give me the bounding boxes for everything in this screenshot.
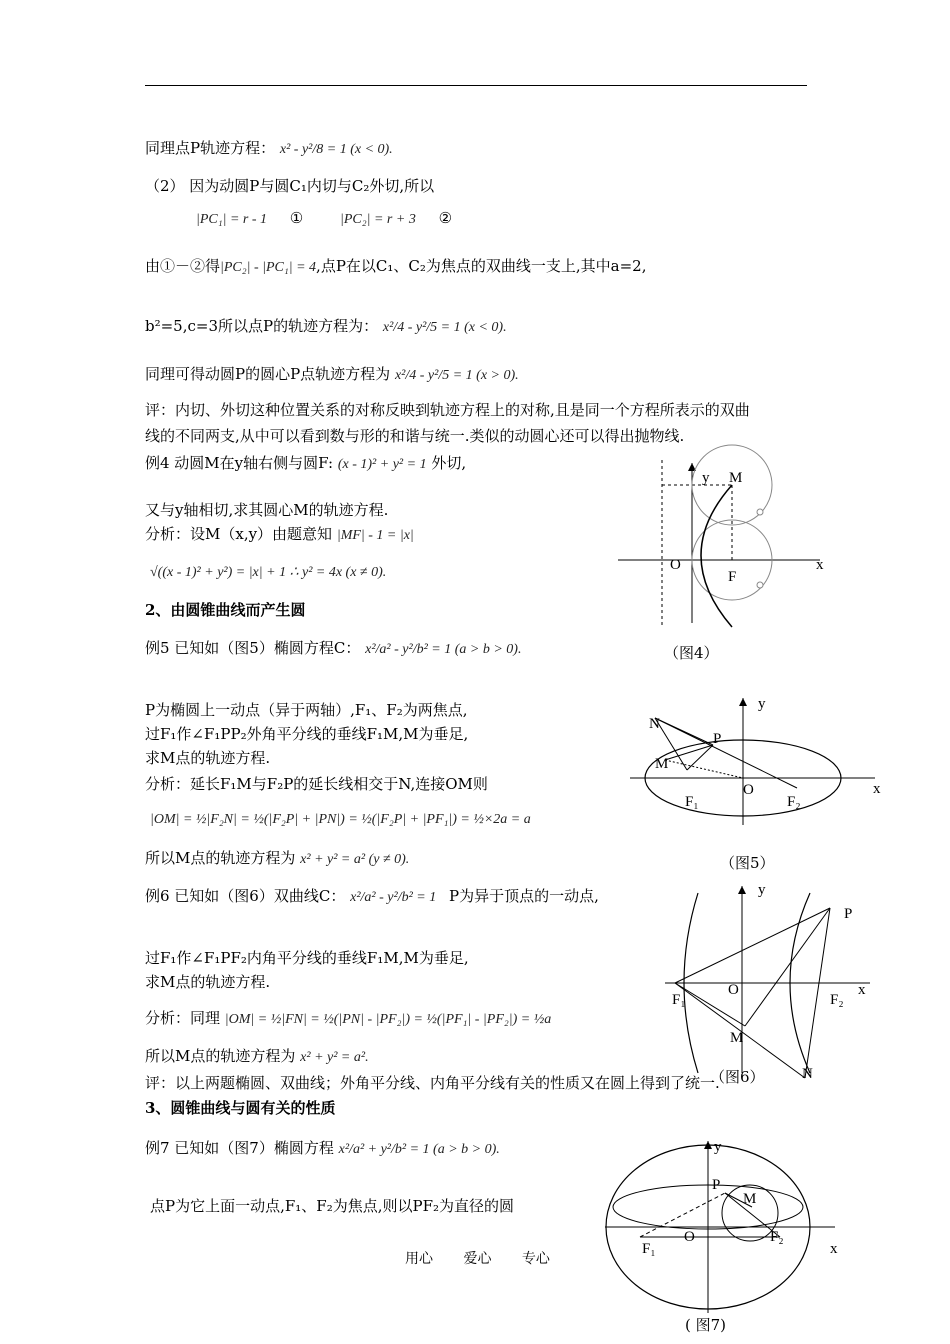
line-text: P为异于顶点的一动点,	[449, 887, 599, 905]
text-line	[145, 1046, 369, 1068]
page-footer	[405, 1248, 576, 1268]
text-line	[145, 316, 507, 338]
text-line: 评：以上两题椭圆、双曲线；外角平分线、内角平分线有关的性质又在圆上得到了统一.	[145, 1074, 720, 1092]
text-line: 求M点的轨迹方程.	[145, 749, 271, 767]
fig6-label-o: O	[728, 982, 739, 998]
fig4-label-f: F	[728, 569, 737, 585]
fig4-label-o: O	[670, 557, 681, 573]
text-line	[145, 886, 599, 908]
fig5-label-p: P	[713, 731, 722, 747]
fig7-label-f2: F₂	[770, 1229, 784, 1245]
text-line: 又与y轴相切,求其圆心M的轨迹方程.	[145, 501, 389, 519]
line-text: 同理点P轨迹方程：	[145, 139, 276, 157]
fig5-label-o: O	[743, 782, 754, 798]
fig4-label-m: M	[729, 470, 743, 486]
text-line: 过F₁作∠F₁PF₂内角平分线的垂线F₁M,M为垂足,	[145, 949, 469, 967]
figure-5	[625, 690, 885, 830]
fig6-label-p: P	[844, 906, 853, 922]
figure-6	[660, 878, 890, 1083]
fig7-label-y: y	[714, 1139, 722, 1155]
footer-text: 用心	[405, 1251, 433, 1267]
line-text: 所以M点的轨迹方程为	[145, 849, 296, 867]
line-text: b²=5,c=3所以点P的轨迹方程为：	[145, 317, 379, 335]
figure-7	[600, 1135, 850, 1315]
equation: x²/a² - y²/b² = 1	[350, 890, 437, 905]
text-line: P为椭圆上一动点（异于两轴）,F₁、F₂为两焦点,	[145, 701, 468, 719]
line-text: 由①－②得	[145, 257, 221, 275]
footer-text: 专心	[521, 1251, 550, 1267]
section-heading: 2、由圆锥曲线而产生圆	[145, 601, 306, 619]
equation: x²/4 - y²/5 = 1 (x > 0).	[394, 368, 519, 383]
circled-number: ①	[289, 209, 304, 227]
line-text: 外切,	[431, 454, 467, 472]
fig5-label-n: N	[649, 716, 660, 732]
equation: |PC₂| - |PC₁| = 4	[220, 260, 317, 275]
text-line: （2） 因为动圆P与圆C₁内切与C₂外切,所以	[145, 177, 435, 195]
text-line: 评：内切、外切这种位置关系的对称反映到轨迹方程上的对称,且是同一个方程所表示的双曲	[145, 401, 750, 419]
text-line	[145, 524, 414, 546]
fig4-label-x: x	[816, 557, 824, 573]
text-line: 过F₁作∠F₁PP₂外角平分线的垂线F₁M,M为垂足,	[145, 725, 469, 743]
line-text: 例5 已知如（图5）椭圆方程C：	[145, 639, 361, 657]
text-line: 求M点的轨迹方程.	[145, 973, 271, 991]
circled-number: ②	[438, 209, 453, 227]
fig5-label-y: y	[758, 696, 766, 712]
equation: |OM| = ½|FN| = ½(|PN| - |PF₂|) = ½(|PF₁| - |PF₂|) = ½a	[224, 1012, 552, 1027]
text-line	[145, 453, 466, 475]
equation: x² + y² = a² (y ≠ 0).	[300, 852, 410, 867]
fig5-label-f1: F₁	[685, 794, 699, 810]
text-line: 分析：延长F₁M与F₂P的延长线相交于N,连接OM则	[145, 775, 488, 793]
equation: x²/a² - y²/b² = 1 (a > b > 0).	[365, 642, 522, 657]
figure-4	[610, 455, 840, 630]
text-line	[145, 256, 646, 278]
fig6-label-f1: F₁	[672, 992, 686, 1008]
equation: |OM| = ½|F₂N| = ½(|F₂P| + |PN|) = ½(|F₂P| + |PF₁|) = ½×2a = a	[150, 812, 531, 827]
line-text: 例4 动圆M在y轴右侧与圆F:	[145, 454, 334, 472]
equation: |PC₁| = r - 1	[196, 212, 268, 227]
text-line	[145, 848, 409, 870]
line-text: 同理可得动圆P的圆心P点轨迹方程为	[145, 365, 391, 383]
equation: |PC₂| = r + 3	[340, 212, 416, 227]
fig7-label-x: x	[830, 1241, 838, 1257]
figure-7-caption: ( 图7)	[685, 1316, 727, 1334]
equation: √((x - 1)² + y²) = |x| + 1 ∴ y² = 4x (x ≠ 0).	[150, 565, 387, 580]
line-text: 分析：同理	[145, 1009, 221, 1027]
figure-4-caption: （图4）	[664, 644, 719, 662]
fig7-label-m: M	[743, 1191, 757, 1207]
equation: (x - 1)² + y² = 1	[337, 457, 427, 472]
text-line	[145, 138, 393, 160]
text-line	[196, 208, 452, 230]
fig6-label-y: y	[758, 882, 766, 898]
header-rule	[145, 85, 807, 86]
equation: x²/a² + y²/b² = 1 (a > b > 0).	[338, 1142, 500, 1157]
text-line	[145, 1138, 500, 1160]
text-line: 点P为它上面一动点,F₁、F₂为焦点,则以PF₂为直径的圆	[150, 1197, 514, 1215]
fig6-label-f2: F₂	[830, 992, 844, 1008]
line-text: 例7 已知如（图7）椭圆方程	[145, 1139, 334, 1157]
text-line	[145, 364, 519, 386]
fig6-label-x: x	[858, 982, 866, 998]
fig5-label-x: x	[873, 781, 881, 797]
fig7-label-f1: F₁	[642, 1241, 656, 1257]
fig6-label-m: M	[730, 1030, 744, 1046]
fig5-label-m: M	[655, 756, 669, 772]
equation: x² - y²/8 = 1 (x < 0).	[279, 142, 393, 157]
fig7-label-p: P	[712, 1177, 721, 1193]
line-text: 所以M点的轨迹方程为	[145, 1047, 296, 1065]
footer-text: 爱心	[463, 1251, 492, 1267]
line-text: 例6 已知如（图6）双曲线C：	[145, 887, 346, 905]
equation: |MF| - 1 = |x|	[336, 528, 414, 543]
equation: x²/4 - y²/5 = 1 (x < 0).	[382, 320, 507, 335]
fig5-label-f2: F₂	[787, 794, 801, 810]
fig4-label-y: y	[702, 470, 710, 486]
text-line: 线的不同两支,从中可以看到数与形的和谐与统一.类似的动圆心还可以得出抛物线.	[145, 427, 685, 445]
text-line	[145, 1008, 551, 1030]
equation: x² + y² = a².	[300, 1050, 369, 1065]
figure-6-caption: （图6）	[710, 1068, 765, 1086]
figure-5-caption: （图5）	[720, 854, 775, 872]
line-text: 分析：设M（x,y）由题意知	[145, 525, 333, 543]
fig7-label-o: O	[684, 1229, 695, 1245]
fig6-label-n: N	[802, 1066, 813, 1082]
text-line	[145, 638, 521, 660]
section-heading: 3、圆锥曲线与圆有关的性质	[145, 1099, 336, 1117]
line-text: ,点P在以C₁、C₂为焦点的双曲线一支上,其中a=2,	[316, 257, 647, 275]
